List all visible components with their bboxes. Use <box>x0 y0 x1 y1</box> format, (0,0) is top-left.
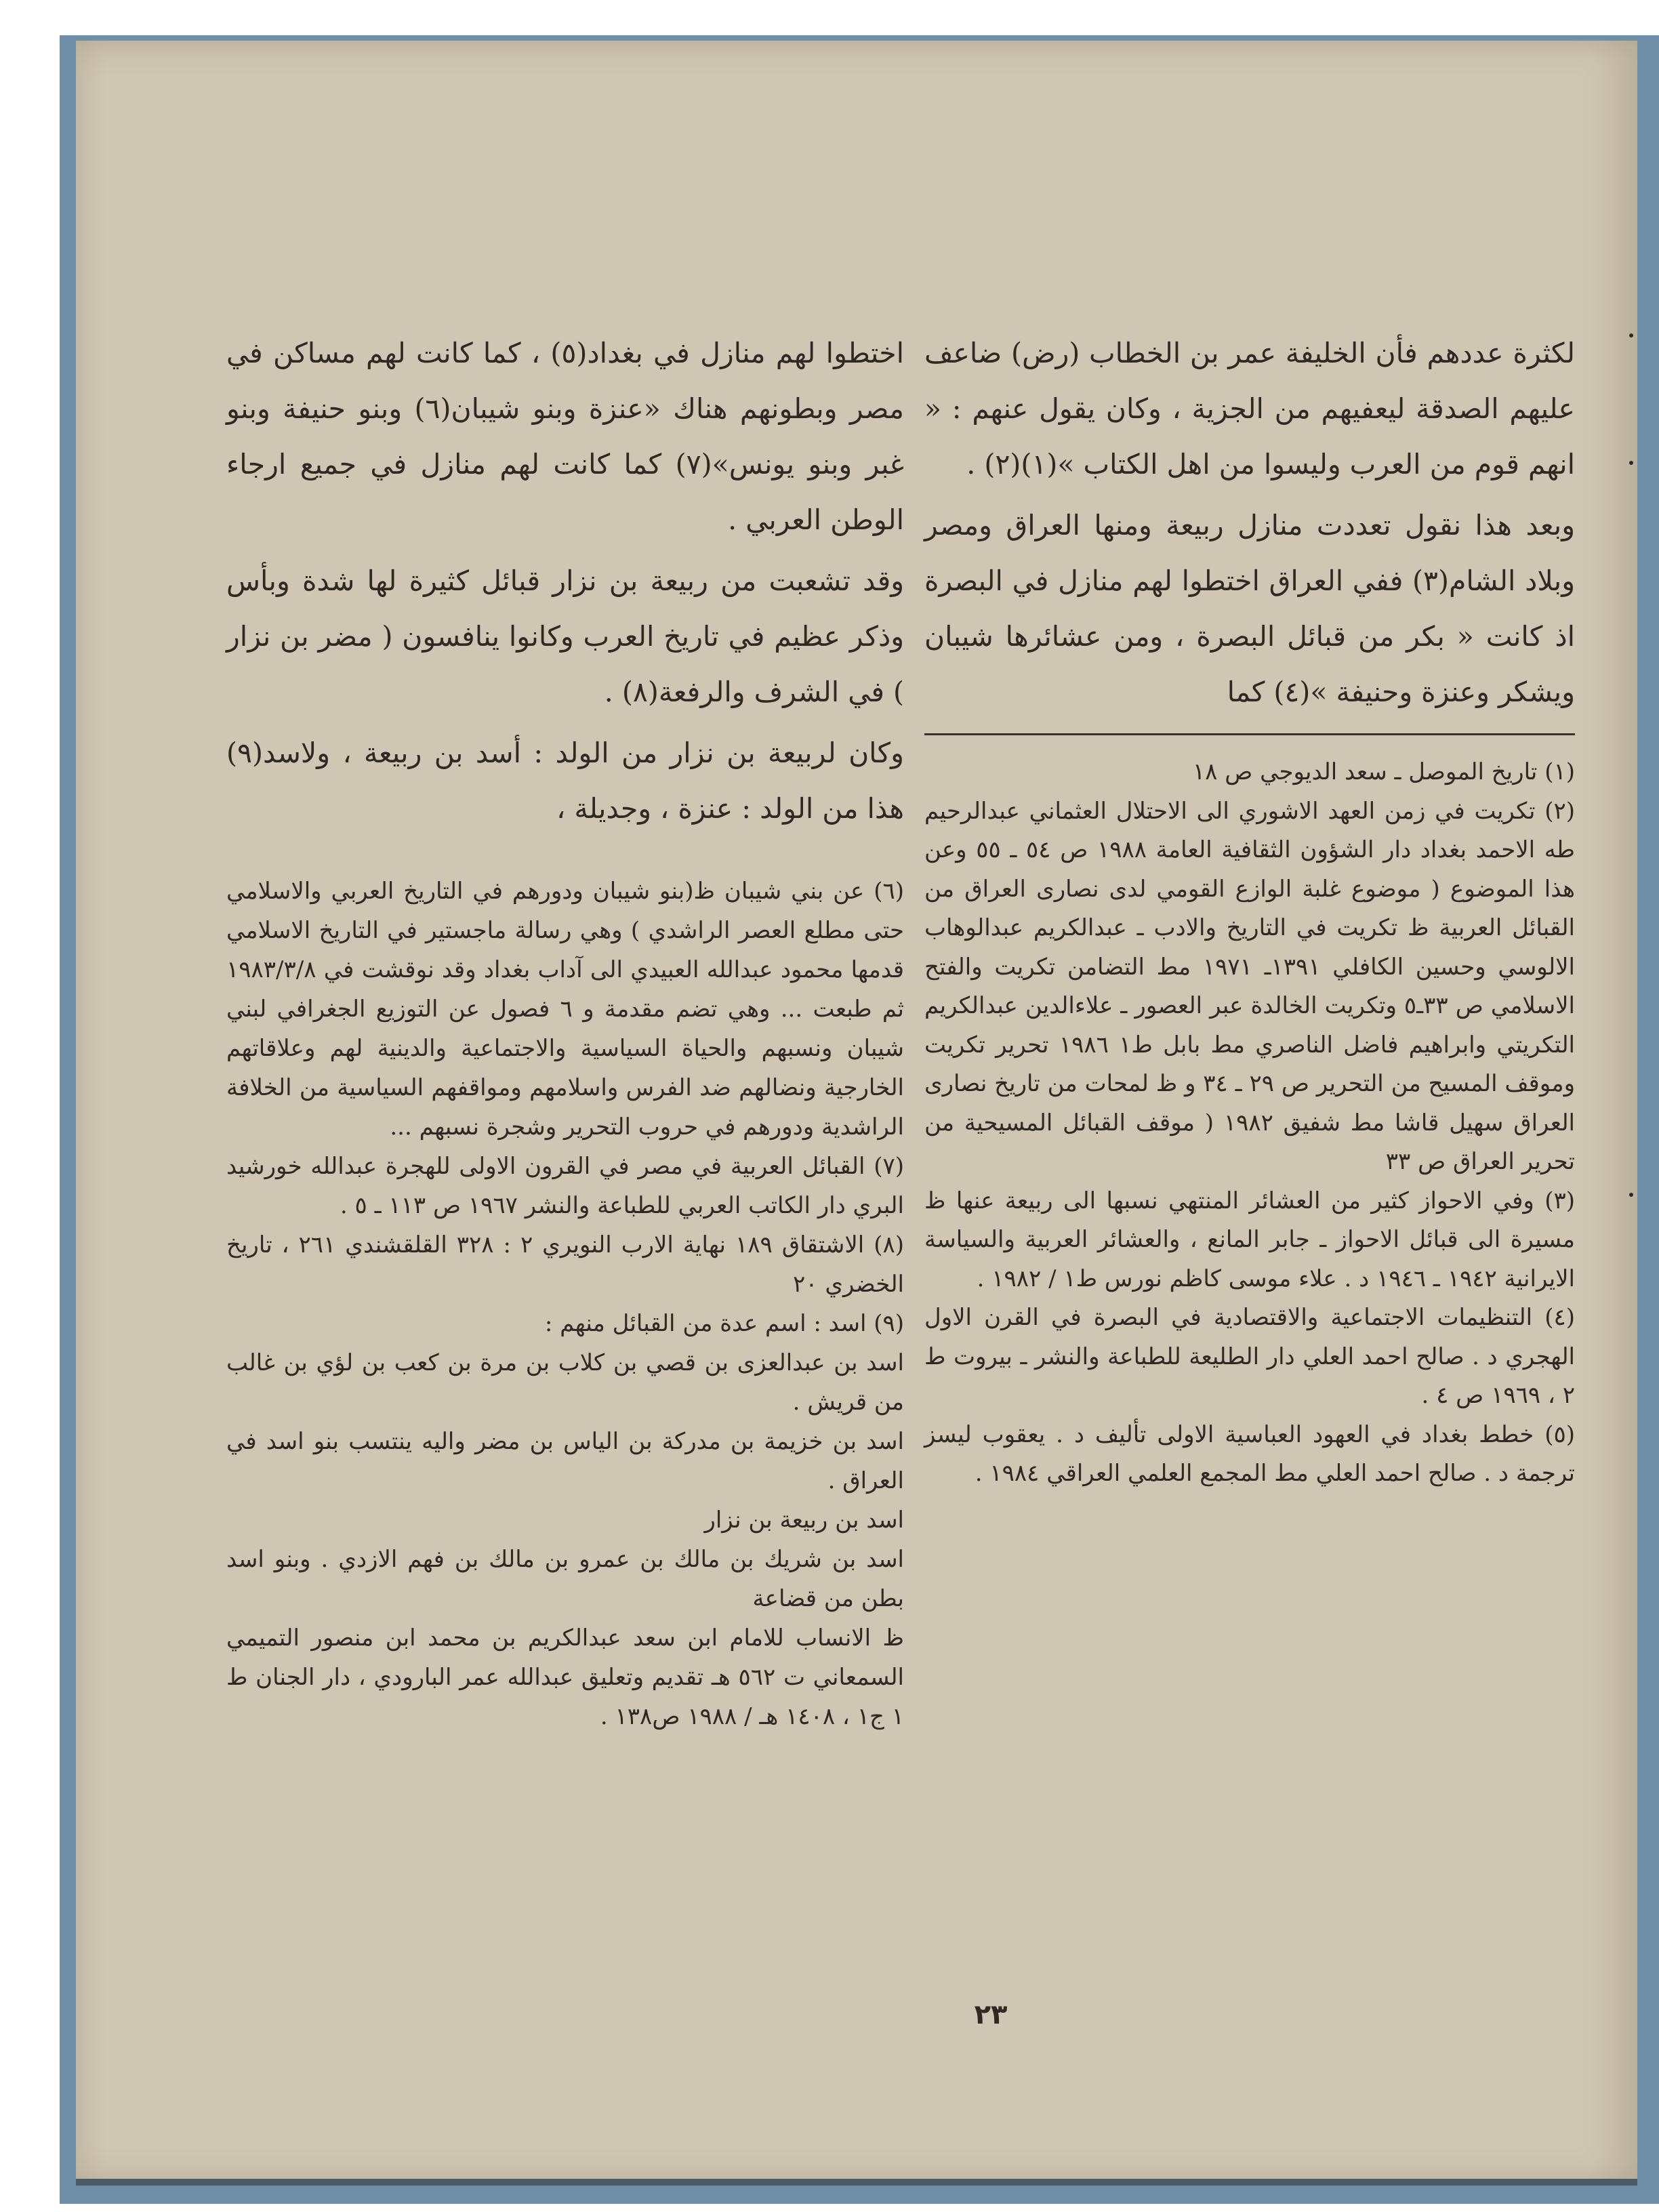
body-paragraph: وقد تشعبت من ربيعة بن نزار قبائل كثيرة لها شدة وبأس وذكر عظيم في تاريخ العرب وكانوا ينافسون ( مضر بن نزار ) في الشرف والرفعة(٨) . <box>226 565 904 708</box>
footnote-line: اسد بن عبدالعزى بن قصي بن كلاب بن مرة بن كعب بن لؤي بن غالب من قريش . <box>226 1349 904 1416</box>
book-page <box>76 41 1637 2182</box>
right-column <box>924 325 1575 1494</box>
footnote-divider <box>924 733 1575 735</box>
footnote-line: اسد بن خزيمة بن مدركة بن الياس بن مضر واليه ينتسب بنو اسد في العراق . <box>226 1428 904 1494</box>
footnote: (٨) الاشتقاق ١٨٩ نهاية الارب النويري ٢ : ٣٢٨ القلقشندي ٢٦١ ، تاريخ الخضري ٢٠ <box>226 1231 904 1298</box>
footnote: (٦) عن بني شيبان ظ(بنو شيبان ودورهم في التاريخ العربي والاسلامي حتى مطلع العصر الراشدي ) وهي رسالة ماجستير في التاريخ الاسلامي قدمها محمود عبدالله العبيدي الى آداب بغداد وقد نوقشت في ١٩٨٣/٣/٨ ثم طبعت ... وهي تضم مقدمة و ٦ فصول عن التوزيع الجغرافي لبني شيبان ونسبهم والحياة السياسية والاجتماعية والدينية لهم وعلاقاتهم الخارجية ونضالهم ضد الفرس واسلامهم ومواقفهم السياسية من الخلافة الراشدية ودورهم في حروب التحرير وشجرة نسبهم ... <box>226 878 904 1141</box>
body-paragraph: وكان لربيعة بن نزار من الولد : أسد بن ربيعة ، ولاسد(٩) هذا من الولد : عنزة ، وجديلة ، <box>226 737 904 825</box>
footnote: (٧) القبائل العربية في مصر في القرون الاولى للهجرة عبدالله خورشيد البري دار الكاتب العربي للطباعة والنشر ١٩٦٧ ص ١١٣ ـ ٥ . <box>226 1153 904 1219</box>
body-paragraph: اختطوا لهم منازل في بغداد(٥) ، كما كانت لهم مساكن في مصر وبطونهم هناك «عنزة وبنو شيبان(٦) وبنو حنيفة وبنو غبر وبنو يونس»(٧) كما كانت لهم منازل في جميع ارجاء الوطن العربي . <box>226 337 904 536</box>
footnote: (٣) وفي الاحواز كثير من العشائر المنتهي نسبها الى ربيعة عنها ظ مسيرة الى قبائل الاحواز ـ جابر المانع ، والعشائر العربية والسياسة الايرانية ١٩٤٢ ـ ١٩٤٦ د . علاء موسى كاظم نورس ط١ / ١٩٨٢ . <box>924 1187 1575 1292</box>
footnote: (٢) تكريت في زمن العهد الاشوري الى الاحتلال العثماني عبدالرحيم طه الاحمد بغداد دار الشؤون الثقافية العامة ١٩٨٨ ص ٥٤ ـ ٥٥ وعن هذا الموضوع ( موضوع غلبة الوازع القومي لدى نصارى العراق من القبائل العربية ظ تكريت في التاريخ والادب ـ عبدالكريم عبدالوهاب الالوسي وحسين الكافلي ١٣٩١ـ ١٩٧١ مط التضامن تكريت والفتح الاسلامي ص ٣٣ـ٥ وتكريت الخالدة عبر العصور ـ علاءالدين عبدالكريم التكريتي وابراهيم فاضل الناصري مط بابل ط١ ١٩٨٦ تحرير تكريت وموقف المسيح من التحرير ص ٢٩ ـ ٣٤ و ظ لمحات من تاريخ نصارى العراق سهيل قاشا مط شفيق ١٩٨٢ ( موقف القبائل المسيحية من تحرير العراق ص ٣٣ <box>924 797 1575 1175</box>
margin-dot <box>1629 333 1633 337</box>
footnote: (١) تاريخ الموصل ـ سعد الديوجي ص ١٨ <box>1192 758 1575 785</box>
page-bottom-edge <box>76 2179 1637 2186</box>
page-number: ٢٣ <box>974 1999 1008 2030</box>
footnote-line: اسد بن ربيعة بن نزار <box>704 1507 904 1534</box>
body-paragraph: وبعد هذا نقول تعددت منازل ربيعة ومنها العراق ومصر وبلاد الشام(٣) ففي العراق اختطوا لهم منازل في البصرة اذ كانت « بكر من قبائل البصرة ، ومن عشائرها شيبان ويشكر وعنزة وحنيفة »(٤) كما <box>924 509 1575 708</box>
body-paragraph: لكثرة عددهم فأن الخليفة عمر بن الخطاب (رض) ضاعف عليهم الصدقة ليعفيهم من الجزية ، وكان يقول عنهم : « انهم قوم من العرب وليسوا من اهل الكتاب »(١)(٢) . <box>924 337 1575 480</box>
margin-dot <box>1629 1193 1633 1197</box>
footnote: (٩) اسد : اسم عدة من القبائل منهم : <box>544 1310 904 1337</box>
margin-dot <box>1629 461 1633 465</box>
footnote: (٥) خطط بغداد في العهود العباسية الاولى تأليف د . يعقوب ليسز ترجمة د . صالح احمد العلي مط المجمع العلمي العراقي ١٩٨٤ . <box>924 1420 1575 1487</box>
footnote-line: ظ الانساب للامام ابن سعد عبدالكريم بن محمد ابن منصور التميمي السمعاني ت ٥٦٢ هـ تقديم وتعليق عبدالله عمر البارودي ، دار الجنان ط ١ ج١ ، ١٤٠٨ هـ / ١٩٨٨ ص١٣٨ . <box>226 1624 904 1730</box>
footnote: (٤) التنظيمات الاجتماعية والاقتصادية في البصرة في القرن الاول الهجري د . صالح احمد العلي دار الطليعة للطباعة والنشر ـ بيروت ط ٢ ، ١٩٦٩ ص ٤ . <box>924 1304 1575 1409</box>
left-column <box>226 325 904 1736</box>
footnote-line: اسد بن شريك بن مالك بن عمرو بن مالك بن فهم الازدي . وبنو اسد بطن من قضاعة <box>226 1546 904 1612</box>
